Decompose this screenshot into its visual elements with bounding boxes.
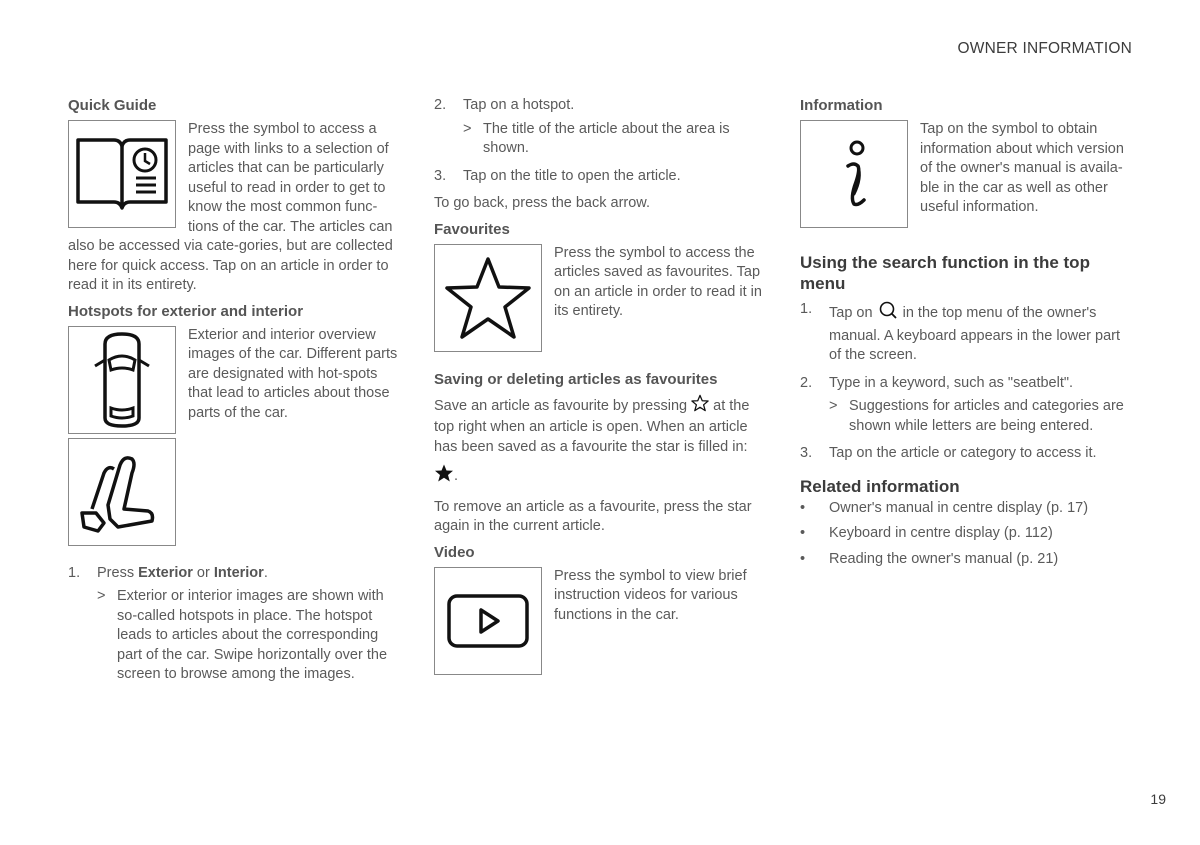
search-step-3: 3. Tap on the article or category to access it. (800, 445, 1097, 461)
related-link[interactable]: • Reading the owner's manual (p. 21) (800, 550, 1059, 567)
favourites-text: Press the symbol to access the articles saved as favourites. Tap on an article in order to read it in its entirety. (554, 244, 762, 319)
book-clock-icon (68, 120, 176, 228)
search-icon (877, 300, 899, 327)
result-marker: > (97, 588, 106, 604)
favourites-section (434, 244, 766, 354)
step-text: Press Exterior or Interior. (97, 564, 268, 581)
go-back-text: To go back, press the back arrow. (434, 195, 650, 211)
video-text: Press the symbol to view brief instruction videos for various functions in the car. (554, 567, 747, 623)
star-outline-icon (434, 244, 542, 352)
search-step-1: 1. Tap on in the top menu of the owner's manual. A keyboard appears in the lower part of the screen. (800, 301, 1120, 363)
page-number: 19 (1150, 791, 1166, 807)
information-section (800, 120, 1132, 230)
play-icon (434, 567, 542, 675)
video-heading: Video (434, 543, 475, 561)
information-text: Tap on the symbol to obtain information about which version of the owner's manual is availa-ble in the car as well as other useful information. (920, 121, 1124, 215)
seat-icon-section (68, 438, 400, 546)
step-2-result: > The title of the article about the area is shown. (463, 120, 730, 156)
hotspots-heading: Hotspots for exterior and interior (68, 302, 304, 320)
column-2 (434, 96, 766, 677)
saving-text: Save an article as favourite by pressing at the top right when an article is open. When an article has been saved as a favourite the star is filled in: (434, 394, 766, 458)
quick-guide-text: Press the symbol to access a page with links to a selection of articles that can be particularly useful to read in order to get to know the most common func-tions of the car. The articles can also be accessed via cate-gories, but are collected here for quick access. Tap on an article in order to read it in its entirety. (68, 121, 393, 293)
step-3: 3. Tap on the title to open the article. (434, 167, 681, 184)
step-1 (68, 564, 400, 685)
step-number: 1. (68, 564, 81, 581)
related-link[interactable]: • Owner's manual in centre display (p. 17) (800, 499, 1089, 516)
favourites-heading: Favourites (434, 220, 510, 238)
related-list (800, 499, 1132, 570)
related-heading: Related information (800, 476, 960, 496)
car-top-icon (68, 326, 176, 434)
exterior-label: Exterior (138, 564, 193, 581)
search-step-2: 2. Type in a keyword, such as "seatbelt". (800, 374, 1074, 391)
information-heading: Information (800, 97, 883, 114)
star-outline-small-icon (691, 394, 709, 419)
interior-label: Interior (213, 564, 264, 581)
column-3 (800, 96, 1132, 575)
related-link[interactable]: • Keyboard in centre display (p. 112) (800, 525, 1053, 541)
quick-guide-heading: Quick Guide (68, 97, 157, 114)
remove-favourite-text: To remove an article as a favourite, press the star again in the current article. (434, 498, 752, 534)
search-step-2-result: > Suggestions for articles and categories are shown while letters are being entered. (829, 398, 1124, 434)
filled-star-line: . (434, 463, 766, 490)
step-2: 2. Tap on a hotspot. (434, 97, 575, 113)
column-1 (68, 96, 400, 685)
step-1-result: > Exterior or interior images are shown with so-called hotspots in place. The hotspot leads to articles about the corresponding part of the car. Swipe horizontally over the screen to browse among the images. (97, 587, 400, 685)
video-section (434, 567, 766, 677)
seat-icon (68, 438, 176, 546)
hotspots-section (68, 326, 400, 436)
info-icon (800, 120, 908, 228)
hotspots-text: Exterior and interior overview images of the car. Different parts are designated with hot-spots that lead to articles about those parts of the car. (188, 326, 398, 421)
search-heading: Using the search function in the top menu (800, 253, 1090, 293)
saving-heading: Saving or deleting articles as favourites (434, 370, 718, 388)
section-header: OWNER INFORMATION (957, 40, 1132, 57)
star-filled-icon (434, 463, 454, 490)
quick-guide-section (68, 120, 400, 296)
